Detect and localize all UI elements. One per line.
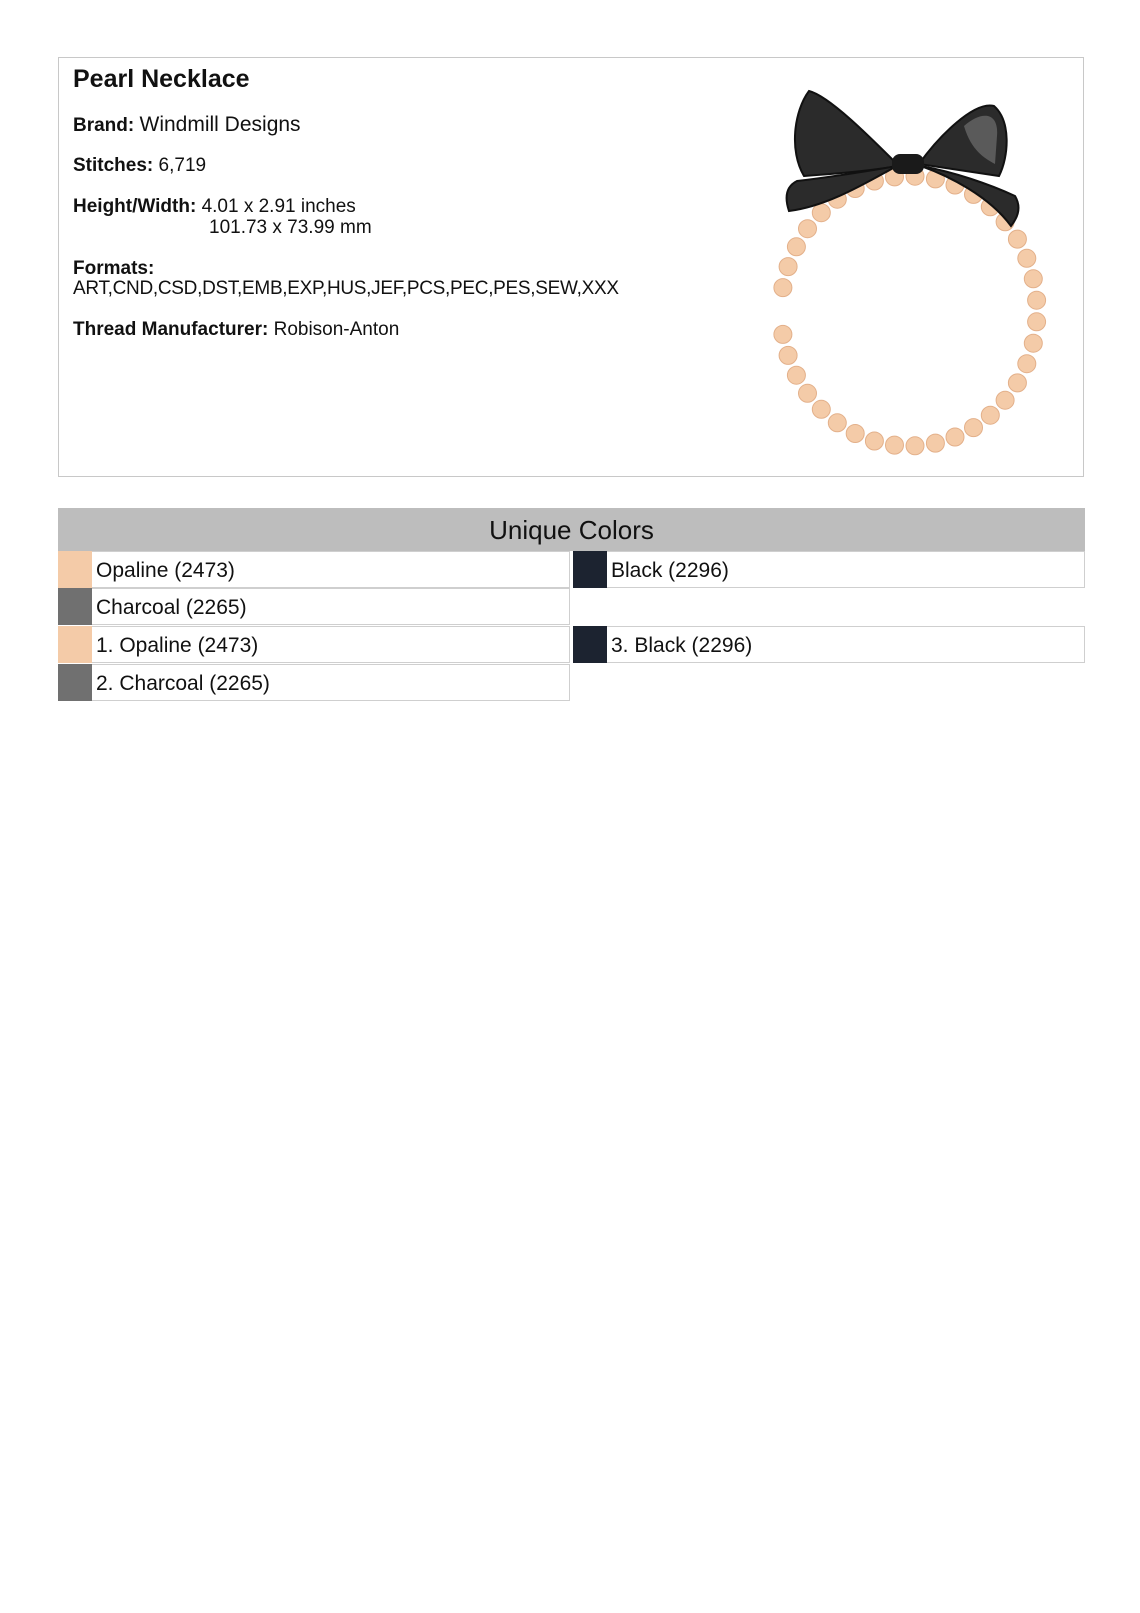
size-inches: 4.01 x 2.91 inches bbox=[201, 196, 356, 217]
pearl bbox=[812, 400, 830, 418]
pearl bbox=[812, 204, 830, 222]
pearl bbox=[774, 279, 792, 297]
pearl bbox=[965, 419, 983, 437]
pearl bbox=[1018, 249, 1036, 267]
pearl bbox=[1008, 374, 1026, 392]
sequence-row bbox=[58, 664, 570, 701]
stitches-label: Stitches: bbox=[73, 155, 154, 176]
color-row bbox=[573, 551, 1085, 588]
pearl bbox=[774, 325, 792, 343]
color-swatch bbox=[573, 551, 607, 588]
color-row bbox=[58, 551, 570, 588]
color-row bbox=[58, 588, 570, 625]
color-label: Opaline (2473) bbox=[96, 559, 235, 582]
pearl bbox=[828, 414, 846, 432]
pearl bbox=[946, 428, 964, 446]
thread-label: Thread Manufacturer: bbox=[73, 319, 269, 340]
color-label: Black (2296) bbox=[611, 559, 729, 582]
pearl bbox=[779, 258, 797, 276]
thread-value: Robison-Anton bbox=[273, 319, 400, 340]
pearl bbox=[799, 384, 817, 402]
unique-colors-table bbox=[58, 508, 1085, 695]
pearl bbox=[865, 432, 883, 450]
pearl bbox=[1008, 230, 1026, 248]
pearl bbox=[787, 238, 805, 256]
pearl-necklace-image bbox=[749, 66, 1069, 466]
pearl bbox=[886, 436, 904, 454]
sequence-row bbox=[573, 626, 1085, 663]
color-swatch bbox=[58, 551, 92, 588]
brand-row bbox=[73, 113, 301, 137]
color-swatch bbox=[58, 588, 92, 625]
pearl bbox=[1028, 291, 1046, 309]
sequence-label: 3. Black (2296) bbox=[611, 634, 753, 657]
pearl bbox=[799, 220, 817, 238]
stitches-value: 6,719 bbox=[158, 155, 207, 176]
brand-value: Windmill Designs bbox=[139, 113, 301, 136]
stitches-row bbox=[73, 155, 206, 177]
sequence-label: 2. Charcoal (2265) bbox=[96, 672, 270, 695]
size-mm: 101.73 x 73.99 mm bbox=[209, 217, 372, 238]
color-label: Charcoal (2265) bbox=[96, 596, 247, 619]
pearl bbox=[846, 425, 864, 443]
sequence-label: 1. Opaline (2473) bbox=[96, 634, 259, 657]
sequence-row bbox=[58, 626, 570, 663]
pearl bbox=[926, 434, 944, 452]
color-swatch bbox=[58, 664, 92, 701]
pearl bbox=[1024, 270, 1042, 288]
pearl bbox=[787, 366, 805, 384]
color-swatch bbox=[573, 626, 607, 663]
size-label: Height/Width: bbox=[73, 196, 197, 217]
pearl bbox=[779, 346, 797, 364]
color-swatch bbox=[58, 626, 92, 663]
pearl bbox=[981, 406, 999, 424]
size-row bbox=[73, 196, 356, 218]
design-title: Pearl Necklace bbox=[73, 65, 250, 93]
unique-colors-header: Unique Colors bbox=[58, 508, 1085, 551]
thread-row bbox=[73, 319, 399, 341]
pearl bbox=[906, 437, 924, 455]
pearl bbox=[1024, 334, 1042, 352]
pearl bbox=[996, 391, 1014, 409]
design-info-card bbox=[58, 57, 1084, 477]
pearl bbox=[1018, 355, 1036, 373]
pearl bbox=[1028, 313, 1046, 331]
formats-value: ART,CND,CSD,DST,EMB,EXP,HUS,JEF,PCS,PEC,PES,SEW,XXX bbox=[73, 278, 619, 299]
brand-label: Brand: bbox=[73, 115, 135, 136]
formats-label: Formats: bbox=[73, 258, 155, 279]
